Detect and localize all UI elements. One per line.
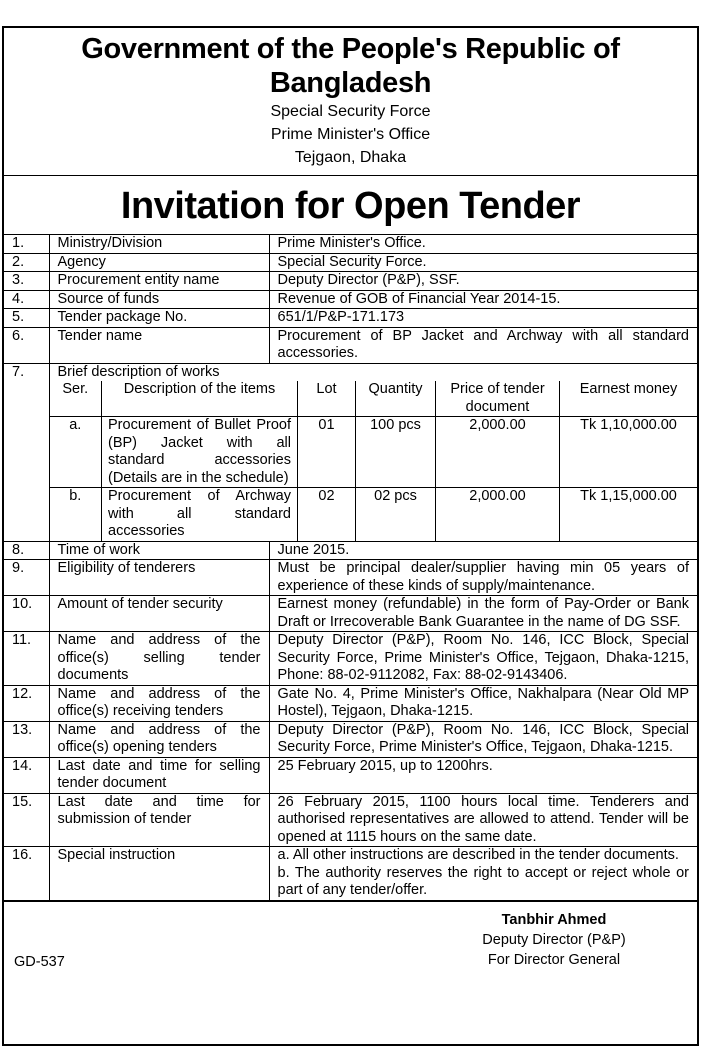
item-earnest-money: Tk 1,15,000.00 xyxy=(560,488,698,541)
row-number: 13. xyxy=(4,721,49,757)
item-quantity: 100 pcs xyxy=(356,417,436,488)
row-number: 3. xyxy=(4,272,49,291)
header-line-1: Special Security Force xyxy=(270,103,431,120)
signer-designation: Deputy Director (P&P) xyxy=(482,931,626,948)
row-number: 9. xyxy=(4,560,49,596)
row-label: Tender package No. xyxy=(49,309,269,328)
signer-for: For Director General xyxy=(487,951,621,968)
row-value: 651/1/P&P-171.173 xyxy=(269,309,697,328)
detail-row xyxy=(4,560,697,596)
works-row xyxy=(4,363,697,541)
item-description: Procurement of Archway with all standard accessories xyxy=(102,488,298,541)
item-ser: b. xyxy=(50,488,102,541)
row-number: 6. xyxy=(4,327,49,363)
row-number: 16. xyxy=(4,847,49,901)
row-number: 11. xyxy=(4,632,49,686)
row-number: 8. xyxy=(4,541,49,560)
row-value: Gate No. 4, Prime Minister's Office, Nakhalpara (Near Old MP Hostel), Tejgaon, Dhaka-1215. xyxy=(269,685,697,721)
detail-row xyxy=(4,253,697,272)
row-label: Tender name xyxy=(49,327,269,363)
row-value: June 2015. xyxy=(269,541,697,560)
row-value: Revenue of GOB of Financial Year 2014-15. xyxy=(269,290,697,309)
item-ser: a. xyxy=(50,417,102,488)
row-number: 15. xyxy=(4,793,49,847)
col-header: Earnest money xyxy=(560,381,698,417)
item-lot: 02 xyxy=(298,488,356,541)
tender-details-table xyxy=(4,235,697,901)
col-header: Price of tender document xyxy=(436,381,560,417)
detail-row xyxy=(4,793,697,847)
detail-row xyxy=(4,272,697,291)
row-value: Deputy Director (P&P), SSF. xyxy=(269,272,697,291)
detail-row xyxy=(4,685,697,721)
signatory xyxy=(464,910,644,970)
detail-row xyxy=(4,632,697,686)
row-value xyxy=(269,847,697,901)
row-value: 26 February 2015, 1100 hours local time. Tenderers and authorised representatives are allowed to attend. Tender will be opened at 1115 hours on the same date. xyxy=(269,793,697,847)
signer-name: Tanbhir Ahmed xyxy=(501,911,607,928)
row-label: Name and address of the office(s) selling tender documents xyxy=(49,632,269,686)
row-label: Name and address of the office(s) receiving tenders xyxy=(49,685,269,721)
row-label: Eligibility of tenderers xyxy=(49,560,269,596)
col-header: Quantity xyxy=(356,381,436,417)
special-instruction-row xyxy=(4,847,697,901)
row-number: 10. xyxy=(4,596,49,632)
tender-notice xyxy=(2,26,699,1046)
row-number: 14. xyxy=(4,757,49,793)
row-label: Procurement entity name xyxy=(49,272,269,291)
item-description: Procurement of Bullet Proof (BP) Jacket with all standard accessories (Details are in the schedule) xyxy=(102,417,298,488)
row-number: 7. xyxy=(4,363,49,541)
row-label: Time of work xyxy=(49,541,269,560)
row-number: 5. xyxy=(4,309,49,328)
header-line-3: Tejgaon, Dhaka xyxy=(294,149,407,166)
row-value: Earnest money (refundable) in the form of Pay-Order or Bank Draft or Irrecoverable Bank Guarantee in the name of DG SSF. xyxy=(269,596,697,632)
row-value: Deputy Director (P&P), Room No. 146, ICC Block, Special Security Force, Prime Minister's Office, Tejgaon, Dhaka-1215. xyxy=(269,721,697,757)
works-header-row xyxy=(50,381,698,417)
detail-row xyxy=(4,235,697,253)
notice-header xyxy=(4,28,697,235)
row-number: 2. xyxy=(4,253,49,272)
row-value: Deputy Director (P&P), Room No. 146, ICC Block, Special Security Force, Prime Minister's Office, Tejgaon, Dhaka-1215, Phone: 88-02-9112082, Fax: 88-02-9143406. xyxy=(269,632,697,686)
detail-row xyxy=(4,541,697,560)
notice-code: GD-537 xyxy=(14,953,65,970)
row-label: Special instruction xyxy=(49,847,269,901)
page-title: Invitation for Open Tender xyxy=(4,175,697,234)
col-header: Ser. xyxy=(50,381,102,417)
works-table xyxy=(50,381,698,541)
header-line-2: Prime Minister's Office xyxy=(270,126,431,143)
item-earnest-money: Tk 1,10,000.00 xyxy=(560,417,698,488)
item-price: 2,000.00 xyxy=(436,417,560,488)
detail-row xyxy=(4,290,697,309)
row-value: Special Security Force. xyxy=(269,253,697,272)
row-value: Must be principal dealer/supplier having min 05 years of experience of these kinds of supply/maintenance. xyxy=(269,560,697,596)
detail-row xyxy=(4,327,697,363)
works-item-row xyxy=(50,417,698,488)
row-label: Last date and time for selling tender document xyxy=(49,757,269,793)
detail-row xyxy=(4,309,697,328)
detail-row xyxy=(4,721,697,757)
instruction-a: a. All other instructions are described in the tender documents. xyxy=(277,847,679,863)
signature-block xyxy=(4,901,697,974)
row-value: Procurement of BP Jacket and Archway with all standard accessories. xyxy=(269,327,697,363)
row-number: 4. xyxy=(4,290,49,309)
row-number: 12. xyxy=(4,685,49,721)
row-label: Amount of tender security xyxy=(49,596,269,632)
row-label: Agency xyxy=(49,253,269,272)
col-header: Lot xyxy=(298,381,356,417)
item-lot: 01 xyxy=(298,417,356,488)
item-price: 2,000.00 xyxy=(436,488,560,541)
detail-row xyxy=(4,596,697,632)
item-quantity: 02 pcs xyxy=(356,488,436,541)
row-label: Ministry/Division xyxy=(49,235,269,253)
row-value: Prime Minister's Office. xyxy=(269,235,697,253)
row-label: Name and address of the office(s) opening tenders xyxy=(49,721,269,757)
works-item-row xyxy=(50,488,698,541)
row-label: Brief description of works xyxy=(57,363,220,380)
government-title: Government of the People's Republic of Bangladesh xyxy=(81,33,620,99)
detail-row xyxy=(4,757,697,793)
row-number: 1. xyxy=(4,235,49,253)
row-label: Source of funds xyxy=(49,290,269,309)
instruction-b: b. The authority reserves the right to accept or reject whole or part of any tender/offer. xyxy=(277,864,689,898)
row-value: 25 February 2015, up to 1200hrs. xyxy=(269,757,697,793)
col-header: Description of the items xyxy=(102,381,298,417)
row-label: Last date and time for submission of tender xyxy=(49,793,269,847)
